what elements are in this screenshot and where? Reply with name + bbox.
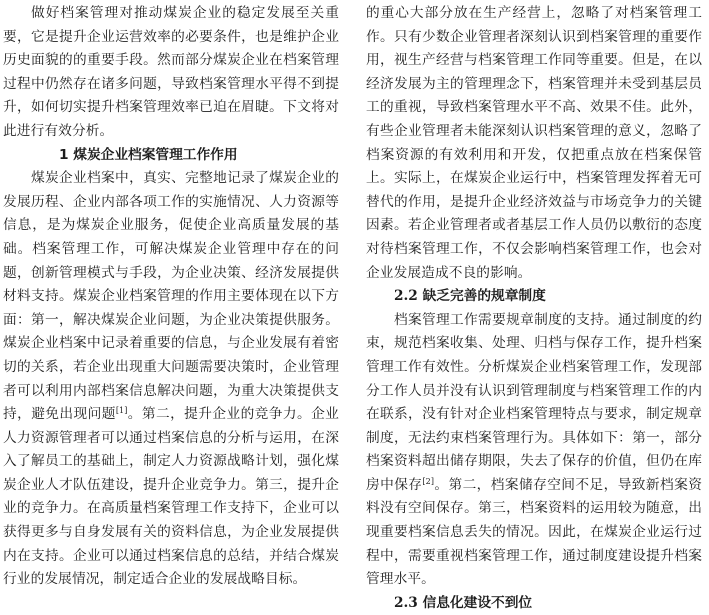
section-2-2-paragraph	[366, 309, 702, 592]
section-2-2-text-b: 。第二，档案储存空间不足，导致新档案资料没有空间保存。第三，档案资料的运用较为随意，出现重要档案信息丢失的情况。因此，在煤炭企业运行过程中，需要重视档案管理工作，通过制度建设提升档案管理水平。	[366, 476, 703, 588]
continued-paragraph: 的重心大部分放在生产经营上，忽略了对档案管理工作。只有少数企业管理者深刻认识到档案管理的重要作用，视生产经营与档案管理工作同等重要。但是，在以经济发展为主的管理理念下，档案管理并未受到基层员工的重视，导致档案管理水平不高、效果不佳。此外，有些企业管理者未能深刻认识档案管理的意义，忽略了档案资源的有效利用和开发，仅把重点放在档案保管上。实际上，在煤炭企业运行中，档案管理发挥着无可替代的作用，是提升企业经济效益与市场竞争力的关键因素。若企业管理者或者基层工作人员仍以敷衍的态度对待档案管理工作，不仅会影响档案管理工作，也会对企业发展造成不良的影响。	[366, 5, 702, 281]
citation-1[interactable]: [1]	[115, 406, 128, 416]
right-column	[366, 2, 702, 615]
left-column	[3, 2, 339, 592]
section-1-text-a: 煤炭企业档案中，真实、完整地记录了煤炭企业的发展历程、企业内部各项工作的实施情况、人力资源等信息，是为煤炭企业服务，促使企业高质量发展的基础。档案管理工作，可解决煤炭企业管理中存在的问题，创新管理模式与手段，为企业决策、经济发展提供材料支持。煤炭企业档案管理的作用主要体现在以下方面：第一，解决煤炭企业问题，为企业决策提供服务。煤炭企业档案中记录着重要的信息，与企业发展有着密切的关系，若企业出现重大问题需要决策时，企业管理者可以利用内部档案信息解决问题，为重大决策提供支持，避免出现问题	[3, 170, 339, 423]
section-heading-2-2: 2.2 缺乏完善的规章制度	[394, 288, 546, 305]
section-1-paragraph	[3, 167, 339, 592]
section-1-text-b: 。第二，提升企业的竞争力。企业人力资源管理者可以通过档案信息的分析与运用，在深入了解员工的基础上，制定人力资源战略计划，强化煤炭企业人才队伍建设，提升企业竞争力。第三，提升企业的竞争力。在高质量档案管理工作支持下，企业可以获得更多与自身发展有关的资料信息，为企业发展提供内在支持。企业可以通过档案信息的总结，并结合煤炭行业的发展情况，制定适合企业的发展战略目标。	[3, 406, 339, 588]
intro-paragraph: 做好档案管理对推动煤炭企业的稳定发展至关重要，它是提升企业运营效率的必要条件，也是维护企业历史面貌的的重要手段。然而部分煤炭企业在档案管理过程中仍然存在诸多问题，导致档案管理水平得不到提升，如何切实提升档案管理效率已迫在眉睫。下文将对此进行有效分析。	[3, 5, 339, 139]
section-heading-2-3: 2.3 信息化建设不到位	[394, 594, 533, 611]
citation-2[interactable]: [2]	[422, 476, 435, 486]
section-heading-1: 1 煤炭企业档案管理工作作用	[59, 146, 238, 163]
section-2-2-text-a: 档案管理工作需要规章制度的支持。通过制度的约束，规范档案收集、处理、归档与保存工作，提升档案管理工作有效性。分析煤炭企业档案管理工作，发现部分工作人员并没有认识到管理制度与档案管理工作的内在联系，没有针对企业档案管理特点与要求，制定规章制度，无法约束档案管理行为。具体如下：第一，部分档案资料超出储存期限，失去了保存的价值，但仍在库房中保存	[366, 311, 702, 493]
